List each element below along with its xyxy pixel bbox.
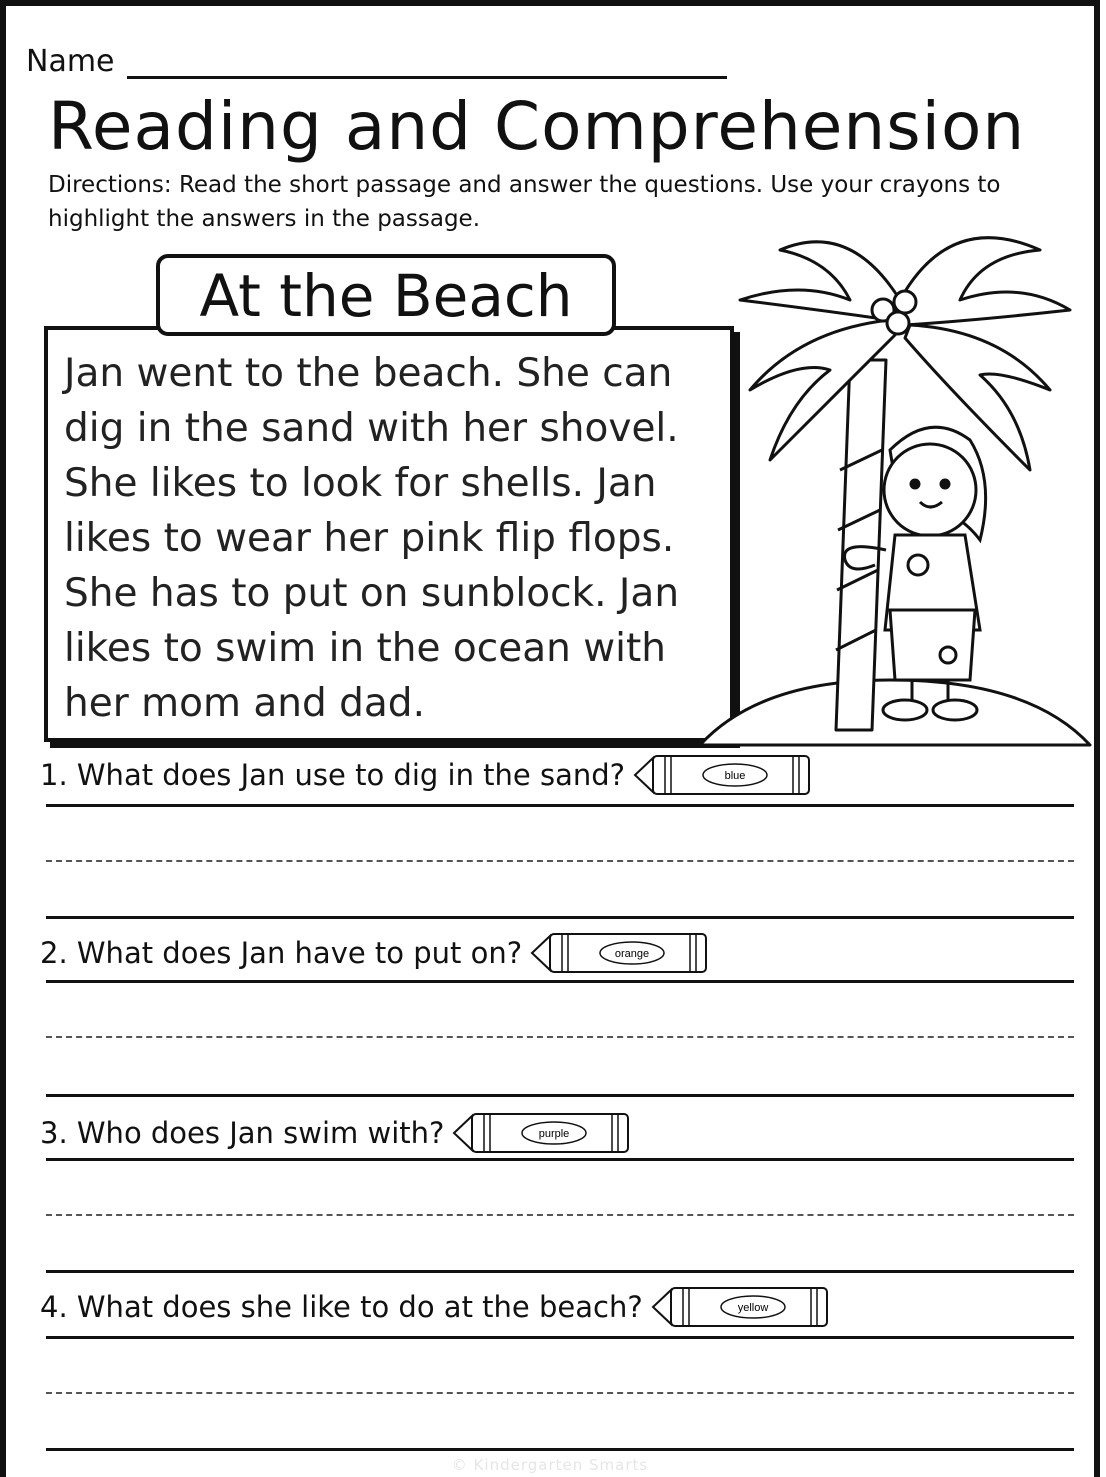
crayon-label: purple (539, 1128, 570, 1140)
name-label: Name (26, 44, 115, 79)
crayon-label: yellow (737, 1302, 769, 1314)
answer-line[interactable] (46, 1094, 1074, 1097)
answer-line[interactable] (46, 1158, 1074, 1161)
answer-midline (46, 1392, 1074, 1394)
answer-line[interactable] (46, 916, 1074, 919)
answer-midline (46, 860, 1074, 862)
name-row (26, 44, 727, 79)
crayon-icon (450, 1110, 632, 1156)
answer-line[interactable] (46, 980, 1074, 983)
palm-tree-girl-illustration (700, 210, 1092, 750)
story-line: her mom and dad. (64, 681, 425, 726)
story-line: Jan went to the beach. She can (64, 351, 673, 396)
question-text: 4. What does she like to do at the beach? (40, 1290, 643, 1324)
story-line: She likes to look for shells. Jan (64, 461, 657, 506)
question-3 (40, 1110, 632, 1156)
crayon-label: blue (724, 770, 746, 782)
crayon-icon (528, 930, 710, 976)
story-title: At the Beach (156, 254, 616, 336)
directions: Directions: Read the short passage and answer the questions. Use your crayons to highlight the answers in the passage. (48, 172, 1001, 232)
question-4 (40, 1284, 831, 1330)
crayon-icon (631, 752, 813, 798)
worksheet-title: Reading and Comprehension (48, 88, 1026, 165)
answer-line[interactable] (46, 1336, 1074, 1339)
answer-line[interactable] (46, 1448, 1074, 1451)
answer-midline (46, 1214, 1074, 1216)
story-line: likes to swim in the ocean with (64, 626, 666, 671)
question-1 (40, 752, 813, 798)
story-line: She has to put on sunblock. Jan (64, 571, 680, 616)
answer-line[interactable] (46, 804, 1074, 807)
answer-midline (46, 1036, 1074, 1038)
copyright-footer: © Kindergarten Smarts (451, 1456, 649, 1474)
story-passage (44, 326, 734, 742)
story-line: likes to wear her pink flip flops. (64, 516, 675, 561)
story-line: dig in the sand with her shovel. (64, 406, 679, 451)
crayon-icon (649, 1284, 831, 1330)
question-text: 3. Who does Jan swim with? (40, 1116, 445, 1150)
crayon-label: orange (615, 948, 650, 960)
question-text: 1. What does Jan use to dig in the sand? (40, 758, 626, 792)
question-text: 2. What does Jan have to put on? (40, 936, 523, 970)
answer-line[interactable] (46, 1270, 1074, 1273)
name-field[interactable] (127, 46, 727, 79)
question-2 (40, 930, 710, 976)
